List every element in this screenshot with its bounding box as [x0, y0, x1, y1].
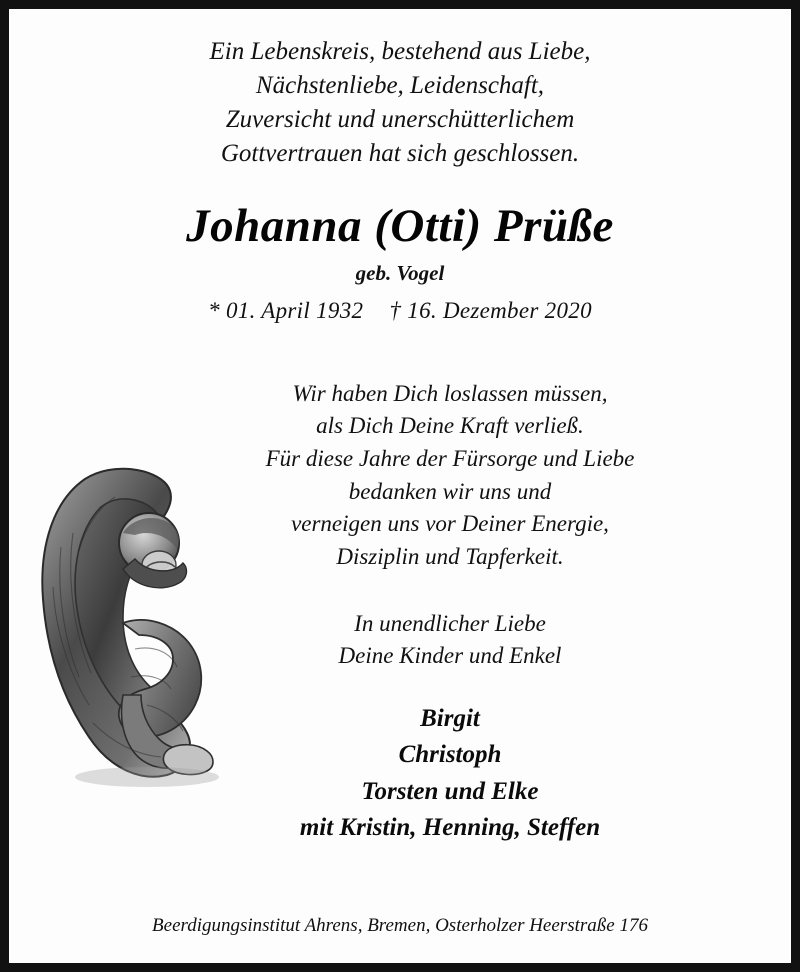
life-dates: [208, 298, 592, 324]
death-date: † 16. Dezember 2020: [389, 297, 592, 323]
memorial-verse-line-5: verneigen uns vor Deiner Energie,: [291, 511, 609, 537]
obituary-inner: [9, 9, 791, 963]
family-name-3: Torsten und Elke: [361, 777, 539, 805]
opening-verse-line-4: Gottvertrauen hat sich geschlossen.: [220, 140, 580, 167]
opening-verse-line-3: Zuversicht und unerschütterlichem: [225, 106, 575, 133]
memorial-verse-line-1: Wir haben Dich loslassen müssen,: [292, 380, 608, 406]
closing-dedication: [239, 608, 562, 673]
memorial-verse: [166, 378, 635, 574]
closing-line-1: In unendlicher Liebe: [354, 610, 546, 636]
family-name-2: Christoph: [398, 741, 502, 769]
memorial-verse-line-3: Für diese Jahre der Fürsorge und Liebe: [265, 446, 635, 471]
opening-verse: [90, 35, 710, 171]
closing-line-2: Deine Kinder und Enkel: [338, 643, 562, 669]
memorial-verse-line-4: bedanken wir uns und: [348, 478, 552, 504]
deceased-name: Johanna (Otti) Prüße: [186, 200, 614, 252]
opening-verse-line-1: Ein Lebenskreis, bestehend aus Liebe,: [209, 38, 591, 65]
opening-verse-line-2: Nächstenliebe, Leidenschaft,: [255, 72, 545, 99]
memorial-verse-line-2: als Dich Deine Kraft verließ.: [316, 413, 584, 439]
funeral-home-credit: Beerdigungsinstitut Ahrens, Bremen, Osterholzer Heerstraße 176: [152, 915, 648, 936]
family-name-1: Birgit: [420, 704, 480, 732]
memorial-verse-line-6: Disziplin und Tapferkeit.: [336, 543, 564, 569]
obituary-content: [9, 9, 791, 963]
family-names: [200, 701, 600, 847]
birth-date: * 01. April 1932: [208, 297, 364, 323]
maiden-name: geb. Vogel: [355, 260, 445, 285]
family-name-4: mit Kristin, Henning, Steffen: [299, 814, 601, 842]
